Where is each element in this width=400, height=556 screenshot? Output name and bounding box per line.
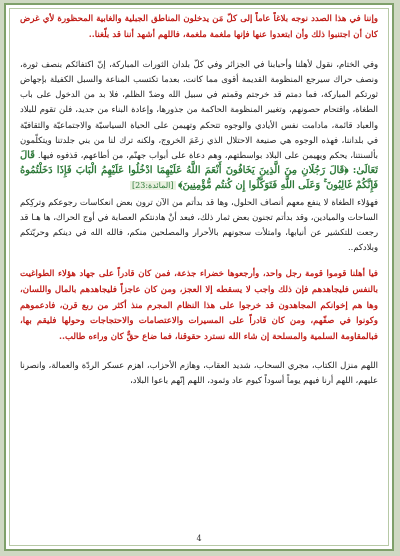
tyrants-paragraph: فهؤلاء الطغاة لا ينفع معهم أنصاف الحلول، وها قد بدأتم من الآن ترون بعض انعكاسات رجوعكم وتركِكم الساحات والميادين، وقد بدأتم تجنون بعض ثمار ذلك، فبعد أنْ هادنتكم العصابة في أوج الحراك، ها هـا قد رجعت للتكشير عن أنيابها، وامتلأت سجونهم بالأحرار والمصلحين منكم، فالله الله في دينكم وحريّتكم وبلادكم.. xyxy=(20,197,378,253)
page-number: 4 xyxy=(196,534,202,543)
quran-reference: [المائدة:23] xyxy=(132,180,174,190)
supplication-paragraph: اللهم منزل الكتاب، مجري السحاب، شديد العقاب، وهازم الأحزاب، اهزم عسكر الردّة والعمالة، وانصرنا عليهم، اللهم أرنا فيهم يوماً أسوداً كيوم عاد وثمود، اللهم إنّهم باعوا البلاد، xyxy=(20,360,378,386)
call-to-action-paragraph: فيا أهلنا قوموا قومة رجل واحد، وأرجعوها خضراء جذعة، فمن كان قادراً على جهاد هؤلاء الطواغيت بالنفس فليجاهدهم فإن ذلك واجب لا يسقطه إلا العجز، ومن كان عاجزاً فليجاهدهم بالمال واللسان، وها هم إخوانكم المجاهدون قد خرجوا على هذا النظام المجرم منذ أكثر من ربع قرن، فادعموهم وكونوا في صفّهم، ومن كان قادراً على المسيرات والاعتصامات والاحتجاجات وحولها فليقم بها، فبالمقاومة السلمية والمسلحة إن شاء الله نسترد حقوقنا، فما ضاع حقٌّ كان وراءه طالب.. xyxy=(20,269,378,342)
closing-paragraph-text: وفي الختام، نقول لأهلنا وأحبابنا في الجزائر وفي كلّ بلدان الثورات المباركة، إنّ اكتفائكم بنصف ثورة، ونصف حراك سيرجع المنظومة القديمة أقوى مما كانت، بعدما تكتسب المناعة والسبل الكفيلة بإجهاض ثورتكم المباركة، فما دمتم قد خرجتم وقمتم في سبيل الله وضدّ الظلم، فلا بد من الدخول على باب الطغاة، واقتحام حصونهم، وتغيير المنظومة الحاكمة من جذورها، وإعادة البناء من جديد، فلن تقوم للبلاد والعباد قائمة، مادامت نفس الأيادي والوجوه تتحكم وتهيمن على الحياة السياسيّة والاجتماعيّة والثقافيّة في بلداننا، فهذه الوجوه هي صنيعة الاحتلال الذي زعَمَ الخروج، ولكنه ترك لنا من بني جلدتنا ويتكلّمون بألسنتنا، يحكم ويهيمن على البلاد بواسطتهم، وهم دعاة على أبواب جهنّم، من أطاعهم، قذفوه فيها. xyxy=(20,59,378,160)
document-page xyxy=(4,3,394,551)
page-content xyxy=(20,12,378,527)
warning-paragraph: وإننا في هذا الصدد نوجه بلاغاً عاماً إلى كلّ مَن يدخلون المناطق الجبلية والغابية المحظورة لأي غرض كان أن اجتنبوا ذلك وأن ابتعدوا عنها فإنها ملغمة ملغمة، فاللهم أشهد أننا قد بلّغنا.. xyxy=(20,14,378,40)
closing-paragraph xyxy=(20,57,378,193)
quran-verse: قَالَ تَعَالَىٰ: ﴿قَالَ رَجُلَانِ مِنَ الَّذِينَ يَخَافُونَ أَنْعَمَ اللَّهُ عَلَيْهِمَا ادْخُلُوا عَلَيْهِمُ الْبَابَ فَإِذَا دَخَلْتُمُوهُ فَإِنَّكُمْ غَالِبُونَ ۚ وَعَلَى اللَّهِ فَتَوَكَّلُوا إِن كُنتُم مُّؤْمِنِينَ﴾ xyxy=(20,149,378,191)
